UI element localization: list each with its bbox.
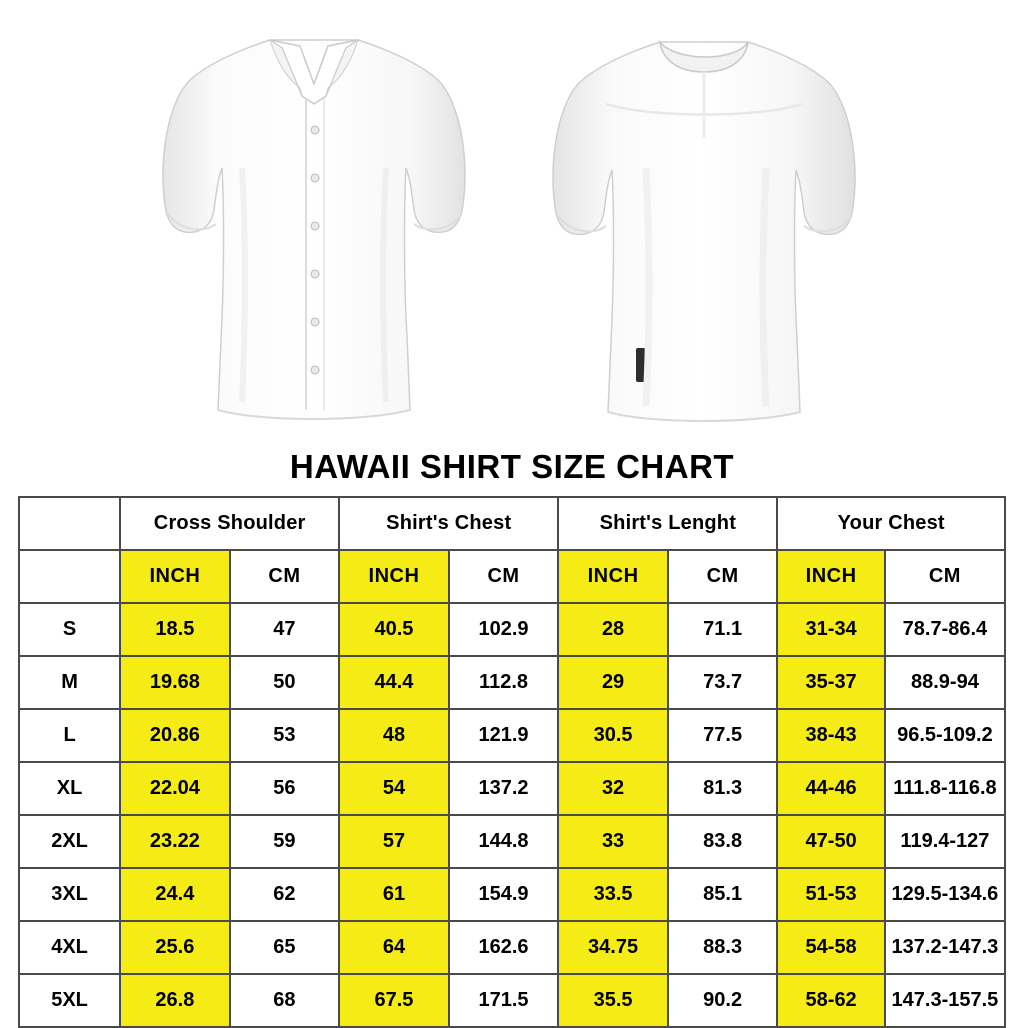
cell-cross-shoulder-inch: 24.4 (120, 868, 230, 921)
size-chart-table (18, 496, 1006, 1028)
page-title: HAWAII SHIRT SIZE CHART (289, 448, 735, 485)
cell-length-inch: 30.5 (558, 709, 668, 762)
row-size-label: M (19, 656, 120, 709)
cell-chest-inch: 67.5 (339, 974, 449, 1027)
cell-chest-inch: 61 (339, 868, 449, 921)
cell-cross-shoulder-cm: 62 (230, 868, 340, 921)
table-row (19, 921, 1005, 974)
cell-chest-cm: 171.5 (449, 974, 559, 1027)
cell-your-chest-inch: 44-46 (777, 762, 884, 815)
group-header-row (19, 497, 1005, 550)
shirt-back-image (540, 18, 870, 438)
table-row (19, 868, 1005, 921)
unit-length-inch: INCH (558, 550, 668, 603)
cell-your-chest-inch: 51-53 (777, 868, 884, 921)
cell-length-inch: 35.5 (558, 974, 668, 1027)
cell-chest-cm: 154.9 (449, 868, 559, 921)
cell-cross-shoulder-inch: 23.22 (120, 815, 230, 868)
unit-header-row (19, 550, 1005, 603)
cell-length-cm: 71.1 (668, 603, 778, 656)
unit-cross-shoulder-cm: CM (230, 550, 340, 603)
cell-chest-cm: 162.6 (449, 921, 559, 974)
row-size-label: 2XL (19, 815, 120, 868)
unit-your-chest-cm: CM (885, 550, 1005, 603)
cell-chest-inch: 40.5 (339, 603, 449, 656)
cell-cross-shoulder-cm: 56 (230, 762, 340, 815)
unit-your-chest-inch: INCH (777, 550, 884, 603)
cell-length-cm: 83.8 (668, 815, 778, 868)
cell-length-inch: 33.5 (558, 868, 668, 921)
group-header-shirts-chest: Shirt's Chest (339, 497, 558, 550)
cell-cross-shoulder-inch: 22.04 (120, 762, 230, 815)
table-row (19, 762, 1005, 815)
row-size-label: S (19, 603, 120, 656)
unit-chest-cm: CM (449, 550, 559, 603)
cell-your-chest-cm: 137.2-147.3 (885, 921, 1005, 974)
cell-cross-shoulder-inch: 19.68 (120, 656, 230, 709)
cell-your-chest-inch: 31-34 (777, 603, 884, 656)
cell-your-chest-cm: 96.5-109.2 (885, 709, 1005, 762)
cell-cross-shoulder-cm: 53 (230, 709, 340, 762)
cell-length-cm: 90.2 (668, 974, 778, 1027)
cell-chest-cm: 102.9 (449, 603, 559, 656)
row-size-label: L (19, 709, 120, 762)
unit-corner-cell (19, 550, 120, 603)
cell-length-inch: 33 (558, 815, 668, 868)
cell-chest-inch: 48 (339, 709, 449, 762)
cell-chest-cm: 144.8 (449, 815, 559, 868)
cell-your-chest-cm: 88.9-94 (885, 656, 1005, 709)
cell-chest-inch: 57 (339, 815, 449, 868)
size-table-container (0, 496, 1024, 1028)
cell-chest-inch: 64 (339, 921, 449, 974)
cell-cross-shoulder-inch: 18.5 (120, 603, 230, 656)
cell-length-inch: 28 (558, 603, 668, 656)
cell-cross-shoulder-inch: 26.8 (120, 974, 230, 1027)
cell-chest-cm: 112.8 (449, 656, 559, 709)
table-row (19, 709, 1005, 762)
cell-cross-shoulder-cm: 65 (230, 921, 340, 974)
cell-your-chest-inch: 38-43 (777, 709, 884, 762)
cell-your-chest-cm: 129.5-134.6 (885, 868, 1005, 921)
unit-chest-inch: INCH (339, 550, 449, 603)
cell-cross-shoulder-inch: 25.6 (120, 921, 230, 974)
cell-length-inch: 34.75 (558, 921, 668, 974)
shirt-illustrations (0, 0, 1024, 448)
cell-length-cm: 77.5 (668, 709, 778, 762)
group-header-your-chest: Your Chest (777, 497, 1005, 550)
cell-your-chest-inch: 54-58 (777, 921, 884, 974)
table-row (19, 656, 1005, 709)
cell-chest-inch: 44.4 (339, 656, 449, 709)
cell-length-cm: 81.3 (668, 762, 778, 815)
group-header-cross-shoulder: Cross Shoulder (120, 497, 339, 550)
cell-chest-cm: 137.2 (449, 762, 559, 815)
cell-your-chest-inch: 58-62 (777, 974, 884, 1027)
cell-cross-shoulder-cm: 47 (230, 603, 340, 656)
cell-your-chest-cm: 111.8-116.8 (885, 762, 1005, 815)
cell-length-inch: 32 (558, 762, 668, 815)
unit-cross-shoulder-inch: INCH (120, 550, 230, 603)
cell-your-chest-cm: 147.3-157.5 (885, 974, 1005, 1027)
cell-your-chest-inch: 47-50 (777, 815, 884, 868)
table-row (19, 815, 1005, 868)
cell-cross-shoulder-inch: 20.86 (120, 709, 230, 762)
shirt-front-image (150, 18, 480, 438)
table-row (19, 603, 1005, 656)
cell-your-chest-inch: 35-37 (777, 656, 884, 709)
cell-your-chest-cm: 119.4-127 (885, 815, 1005, 868)
table-row (19, 974, 1005, 1027)
cell-chest-cm: 121.9 (449, 709, 559, 762)
cell-length-cm: 88.3 (668, 921, 778, 974)
table-corner-cell (19, 497, 120, 550)
cell-cross-shoulder-cm: 59 (230, 815, 340, 868)
row-size-label: 3XL (19, 868, 120, 921)
group-header-shirts-lenght: Shirt's Lenght (558, 497, 777, 550)
cell-length-inch: 29 (558, 656, 668, 709)
cell-your-chest-cm: 78.7-86.4 (885, 603, 1005, 656)
cell-length-cm: 85.1 (668, 868, 778, 921)
cell-chest-inch: 54 (339, 762, 449, 815)
row-size-label: 4XL (19, 921, 120, 974)
unit-length-cm: CM (668, 550, 778, 603)
cell-cross-shoulder-cm: 50 (230, 656, 340, 709)
cell-length-cm: 73.7 (668, 656, 778, 709)
row-size-label: 5XL (19, 974, 120, 1027)
row-size-label: XL (19, 762, 120, 815)
cell-cross-shoulder-cm: 68 (230, 974, 340, 1027)
